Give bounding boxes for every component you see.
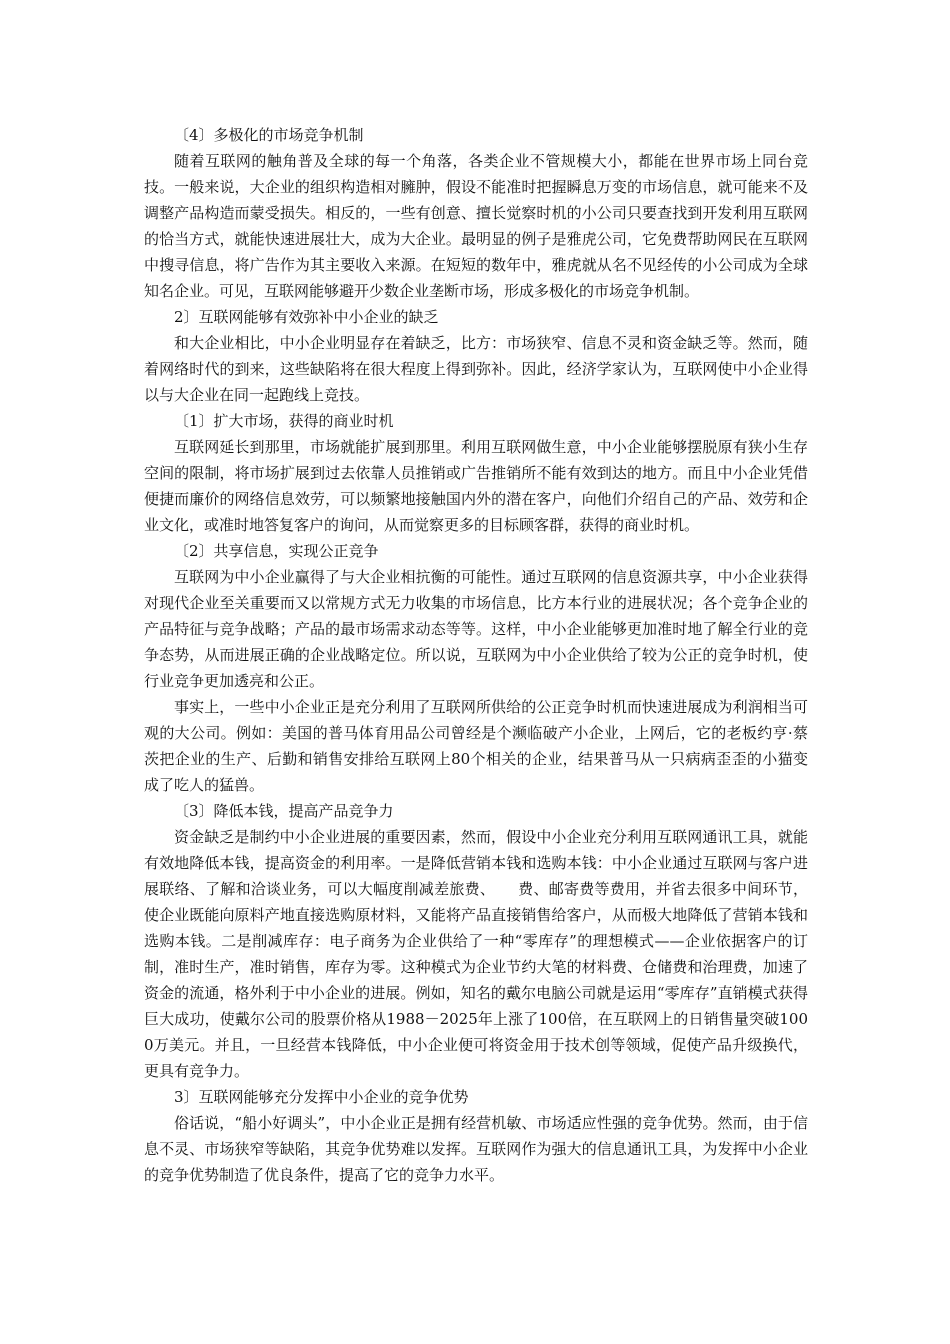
paragraph-multipolar-competition: 随着互联网的触角普及全球的每一个角落，各类企业不管规模大小，都能在世界市场上同台竞技。一般来说，大企业的组织构造相对臃肿，假设不能准时把握瞬息万变的市场信息，就可能来不及调整产品构造而蒙受损失。相反的，一些有创意、擅长觉察时机的小公司只要查找到开发利用互联网的恰当方式，就能快速进展壮大，成为大企业。最明显的例子是雅虎公司，它免费帮助网民在互联网中搜寻信息，将广告作为其主要收入来源。在短短的数年中，雅虎就从名不见经传的小公司成为全球知名企业。可见，互联网能够避开少数企业垄断市场，形成多极化的市场竞争机制。	[144, 152, 808, 300]
section-heading-competitive-advantage: 3〕互联网能够充分发挥中小企业的竞争优势	[174, 1088, 469, 1106]
section-heading-compensate-shortcomings: 2〕互联网能够有效弥补中小企业的缺乏	[174, 308, 439, 326]
paragraph-reduce-cost: 资金缺乏是制约中小企业进展的重要因素，然而，假设中小企业充分利用互联网通讯工具，就能有效地降低本钱，提高资金的利用率。一是降低营销本钱和选购本钱：中小企业通过互联网与客户进展联络、了解和洽谈业务，可以大幅度削减差旅费、 费、邮寄费等费用，并省去很多中间环节，使企业既能向原料产地直接选购原材料，又能将产品直接销售给客户，从而极大地降低了营销本钱和选购本钱。二是削减库存：电子商务为企业供给了一种“零库存”的理想模式——企业依据客户的订制，准时生产，准时销售，库存为零。这种模式为企业节约大笔的材料费、仓储费和治理费，加速了资金的流通，格外利于中小企业的进展。例如，知名的戴尔电脑公司就是运用“零库存”直销模式获得巨大成功，使戴尔公司的股票价格从1988－2025年上涨了100倍，在互联网上的日销售量突破1000万美元。并且，一旦经营本钱降低，中小企业便可将资金用于技术创等领域，促使产品升级换代，更具有竞争力。	[144, 828, 808, 1080]
paragraph-compensate-shortcomings: 和大企业相比，中小企业明显存在着缺乏，比方：市场狭窄、信息不灵和资金缺乏等。然而，随着网络时代的到来，这些缺陷将在很大程度上得到弥补。因此，经济学家认为，互联网使中小企业得以与大企业在同一起跑线上竞技。	[144, 334, 808, 404]
section-heading-expand-market: 〔1〕扩大市场，获得的商业时机	[174, 412, 394, 430]
section-heading-share-information: 〔2〕共享信息，实现公正竞争	[174, 542, 379, 560]
paragraph-expand-market: 互联网延长到那里，市场就能扩展到那里。利用互联网做生意，中小企业能够摆脱原有狭小生存空间的限制，将市场扩展到过去依靠人员推销或广告推销所不能有效到达的地方。而且中小企业凭借便捷而廉价的网络信息效劳，可以频繁地接触国内外的潜在客户，向他们介绍自己的产品、效劳和企业文化，或准时地答复客户的询问，从而觉察更多的目标顾客群，获得的商业时机。	[144, 438, 808, 534]
document-body	[144, 122, 808, 1188]
section-heading-multipolar-competition: 〔4〕多极化的市场竞争机制	[174, 126, 364, 144]
section-heading-reduce-cost: 〔3〕降低本钱，提高产品竞争力	[174, 802, 394, 820]
paragraph-puma-example: 事实上，一些中小企业正是充分利用了互联网所供给的公正竞争时机而快速进展成为利润相当可观的大公司。例如：美国的普马体育用品公司曾经是个濒临破产小企业，上网后，它的老板约亨·蔡茨把企业的生产、后勤和销售安排给互联网上80个相关的企业，结果普马从一只病病歪歪的小猫变成了吃人的猛兽。	[144, 698, 808, 794]
paragraph-share-information: 互联网为中小企业赢得了与大企业相抗衡的可能性。通过互联网的信息资源共享，中小企业获得对现代企业至关重要而又以常规方式无力收集的市场信息，比方本行业的进展状况；各个竞争企业的产品特征与竞争战略；产品的最市场需求动态等等。这样，中小企业能够更加准时地了解全行业的竞争态势，从而进展正确的企业战略定位。所以说，互联网为中小企业供给了较为公正的竞争时机，使行业竞争更加透亮和公正。	[144, 568, 808, 690]
paragraph-competitive-advantage: 俗话说，“船小好调头”，中小企业正是拥有经营机敏、市场适应性强的竞争优势。然而，由于信息不灵、市场狭窄等缺陷，其竞争优势难以发挥。互联网作为强大的信息通讯工具，为发挥中小企业的竞争优势制造了优良条件，提高了它的竞争力水平。	[144, 1114, 808, 1184]
